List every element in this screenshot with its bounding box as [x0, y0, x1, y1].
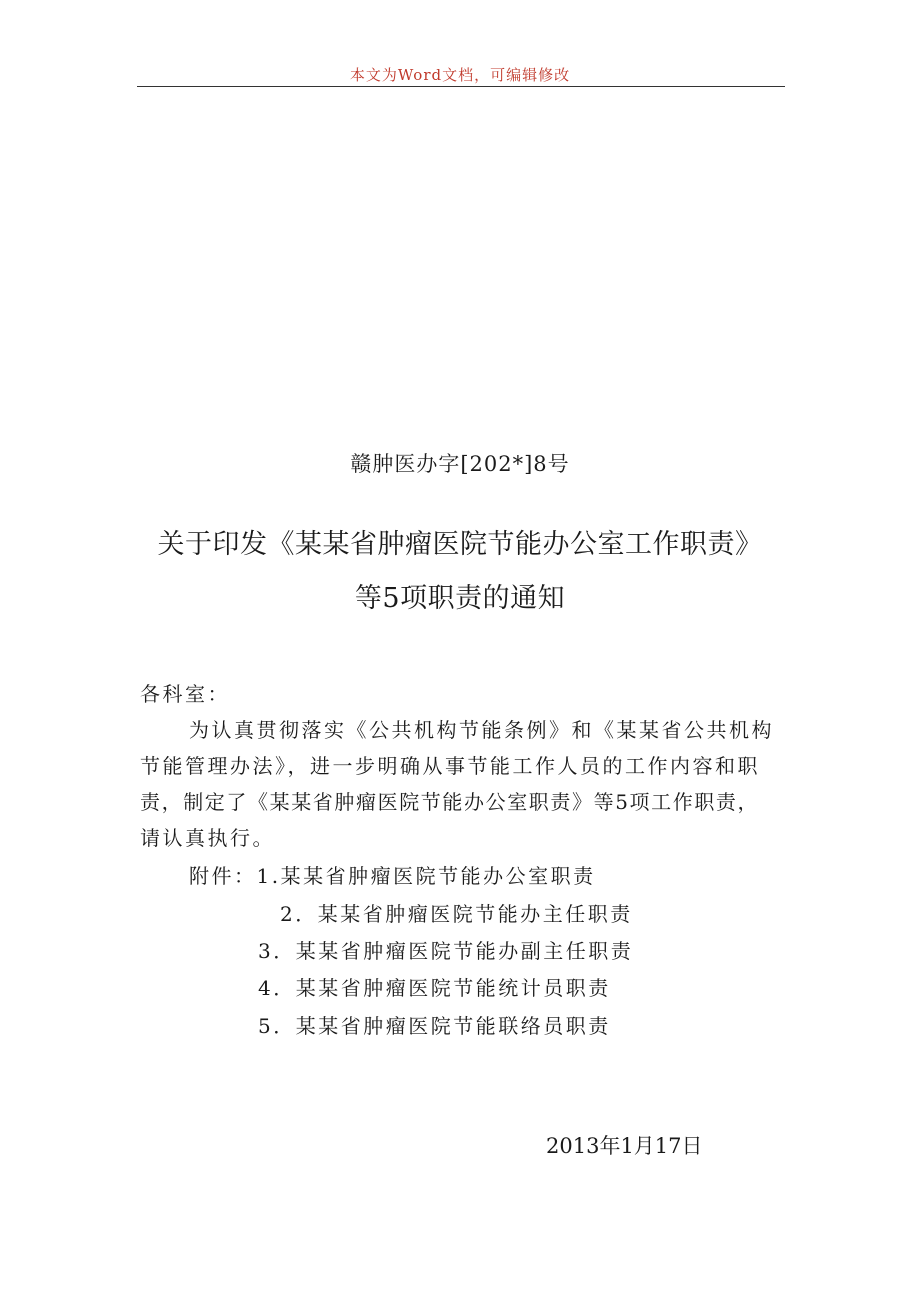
header-note: 本文为Word文档，可编辑修改 [349, 66, 571, 84]
body-line: 节能管理办法》，进一步明确从事节能工作人员的工作内容和职 [140, 754, 760, 778]
attachment-item: 3．某某省肿瘤医院节能办副主任职责 [258, 939, 634, 963]
document-title-line-2: 等5项职责的通知 [354, 583, 566, 614]
body-line: 为认真贯彻落实《公共机构节能条例》和《某某省公共机构 [189, 718, 774, 742]
document-date: 2013年1月17日 [546, 1134, 703, 1158]
salutation: 各科室： [140, 682, 230, 706]
header-divider [137, 86, 785, 87]
document-title-line-1: 关于印发《某某省肿瘤医院节能办公室工作职责》 [157, 529, 763, 560]
attachment-item: 5．某某省肿瘤医院节能联络员职责 [258, 1014, 611, 1038]
document-number: 赣肿医办字[202*]8号 [350, 452, 570, 476]
attachment-item: 附件：1.某某省肿瘤医院节能办公室职责 [189, 864, 596, 888]
body-line: 责，制定了《某某省肿瘤医院节能办公室职责》等5项工作职责， [140, 790, 760, 814]
attachment-item: 2．某某省肿瘤医院节能办主任职责 [280, 902, 633, 926]
attachment-item: 4．某某省肿瘤医院节能统计员职责 [258, 976, 611, 1000]
body-line: 请认真执行。 [140, 826, 275, 850]
